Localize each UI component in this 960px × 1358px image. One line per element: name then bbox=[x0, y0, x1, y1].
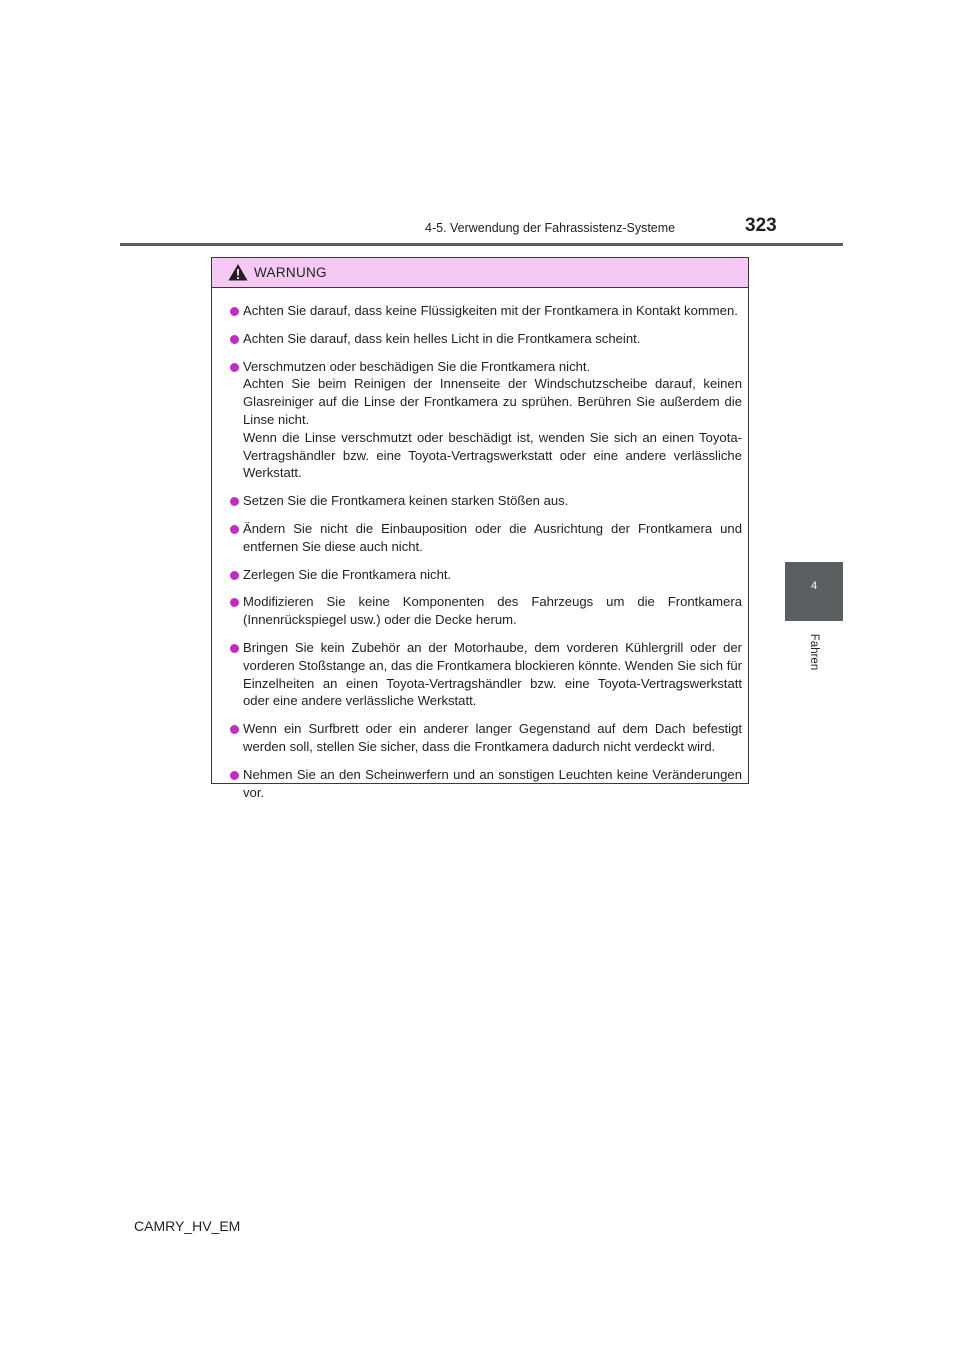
warning-item bbox=[230, 358, 742, 483]
warning-text: Achten Sie darauf, dass kein helles Licht in die Frontkamera scheint. bbox=[243, 330, 641, 346]
page-number: 323 bbox=[745, 215, 777, 236]
warning-text: Wenn die Linse verschmutzt oder beschädigt ist, wenden Sie sich an einen Toyota-Vertragshändler bzw. eine Toyota-Vertragswerkstatt oder eine andere verlässliche Werkstatt. bbox=[243, 429, 742, 481]
chapter-number: 4 bbox=[810, 580, 818, 592]
warning-text: Achten Sie beim Reinigen der Innenseite der Windschutzscheibe darauf, keinen Glasreiniger auf die Linse der Frontkamera zu sprühen. Berühren Sie außerdem die Linse nicht. bbox=[243, 376, 742, 427]
bullet-icon bbox=[230, 335, 239, 344]
warning-list bbox=[212, 288, 748, 801]
warning-text: Modifizieren Sie keine Komponenten des Fahrzeugs um die Frontkamera (Innenrückspiegel usw.) oder die Decke herum. bbox=[243, 594, 742, 628]
bullet-icon bbox=[230, 725, 239, 734]
warning-item bbox=[230, 720, 742, 756]
bullet-icon bbox=[230, 497, 239, 506]
warning-item bbox=[230, 302, 742, 320]
warning-text: Ändern Sie nicht die Einbauposition oder die Ausrichtung der Frontkamera und entfernen Sie diese auch nicht. bbox=[243, 520, 742, 554]
warning-item bbox=[230, 566, 742, 584]
bullet-icon bbox=[230, 644, 239, 653]
chapter-tab bbox=[785, 562, 843, 621]
bullet-icon bbox=[230, 307, 239, 316]
warning-text: Zerlegen Sie die Frontkamera nicht. bbox=[243, 566, 452, 582]
warning-text: Achten Sie darauf, dass keine Flüssigkeiten mit der Frontkamera in Kontakt kommen. bbox=[243, 303, 738, 318]
warning-text: Nehmen Sie an den Scheinwerfern und an sonstigen Leuchten keine Veränderungen vor. bbox=[243, 766, 742, 800]
bullet-icon bbox=[230, 363, 239, 372]
warning-text: Setzen Sie die Frontkamera keinen starken Stößen aus. bbox=[243, 493, 569, 509]
section-title: 4-5. Verwendung der Fahrassistenz-Systeme bbox=[425, 221, 676, 235]
document-code: CAMRY_HV_EM bbox=[134, 1218, 241, 1234]
bullet-icon bbox=[230, 525, 239, 534]
warning-item bbox=[230, 520, 742, 556]
warning-text: Bringen Sie kein Zubehör an der Motorhaube, dem vorderen Kühlergrill oder der vorderen Stoßstange an, das die Frontkamera blockieren könnte. Wenden Sie sich für Einzelheiten an einen Toyota-Vertragshändler bzw. eine Toyota-Vertragswerkstatt oder eine andere verlässliche Werkstatt. bbox=[243, 639, 742, 709]
warning-text: Wenn ein Surfbrett oder ein anderer langer Gegenstand auf dem Dach befestigt werden soll, stellen Sie sicher, dass die Frontkamera dadurch nicht verdeckt wird. bbox=[243, 721, 742, 754]
header-divider bbox=[120, 243, 843, 246]
warning-item bbox=[230, 639, 742, 710]
chapter-label-text: Fahren bbox=[808, 633, 820, 671]
chapter-label bbox=[805, 628, 823, 676]
bullet-icon bbox=[230, 771, 239, 780]
warning-header bbox=[212, 258, 748, 288]
warning-item bbox=[230, 492, 742, 510]
warning-item bbox=[230, 330, 742, 348]
warning-item bbox=[230, 766, 742, 802]
warning-box bbox=[211, 257, 749, 800]
warning-text: Verschmutzen oder beschädigen Sie die Frontkamera nicht. bbox=[243, 358, 591, 374]
bullet-icon bbox=[230, 571, 239, 580]
warning-title: WARNUNG bbox=[254, 265, 327, 280]
warning-item bbox=[230, 593, 742, 629]
bullet-icon bbox=[230, 598, 239, 607]
warning-triangle-icon bbox=[228, 263, 248, 281]
